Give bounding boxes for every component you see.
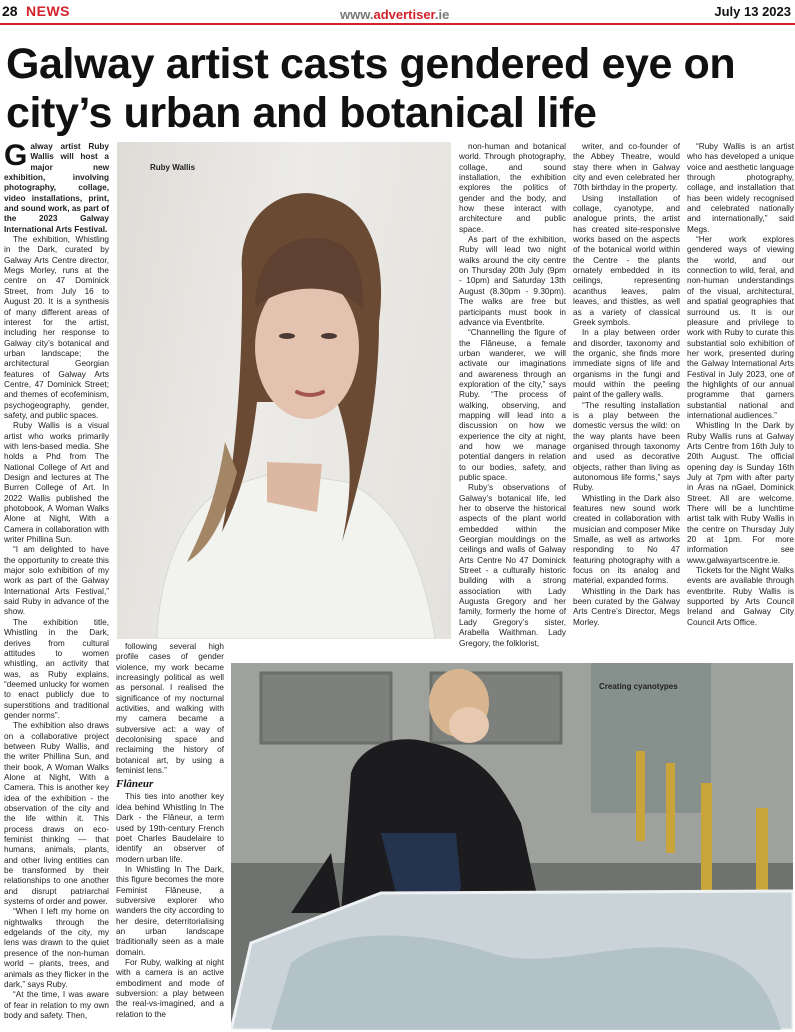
- body-paragraph: writer, and co-founder of the Abbey Theatre, would stay there when in Galway city and even celebrated her 70th birthday in the property.: [573, 142, 680, 193]
- site-prefix: www.: [340, 7, 374, 22]
- site-url[interactable]: [340, 7, 449, 22]
- subheading-flaneur: Flâneur: [116, 778, 154, 791]
- lede-paragraph: [4, 142, 109, 235]
- body-paragraph: The exhibition title, Whistling in the Dark, derives from cultural attitudes to women whistling, an activity that was, as Ruby explains, “deemed unlucky for women to enact publicly due to superstitions and traditional gender norms”.: [4, 617, 109, 720]
- body-paragraph: “Her work explores gendered ways of viewing the world, and our connection to wild, feral, and non-human understandings of the visual, architectural, and spatial geographies that surround us. It is our pleasure and privilege to work with Ruby to curate this substantial solo exhibition of her work, presented during the Galway International Arts Festival in July 2023, one of the highlights of our annual programme that garners substantial national and international audiences.”: [687, 235, 794, 420]
- header-rule: [0, 23, 795, 25]
- body-paragraph: “At the time, I was aware of fear in relation to my own body and safety. Then,: [4, 990, 109, 1020]
- portrait-caption: Ruby Wallis: [150, 163, 196, 172]
- section-label: NEWS: [26, 3, 70, 19]
- scene-caption: Creating cyanotypes: [599, 682, 678, 691]
- body-paragraph: In Whistling In The Dark, this figure becomes the more Feminist Flâneuse, a subversive explorer who wanders the city according to her desire, deterritorialising an urban landscape traditionally seen as a male domain.: [116, 864, 224, 957]
- body-paragraph: Whistling In the Dark by Ruby Wallis runs at Galway Arts Centre from 16th July to 20th August. The official opening day is Sunday 16th July at 7pm with after party in Áras na nGael, Dominick Street. All are welcome. There will be a lunchtime artist talk with Ruby Wallis in the centre on Thursday July 20 at 1pm. For more information see www.galwayartscentre.ie.: [687, 421, 794, 565]
- article-column-3: [459, 142, 566, 662]
- body-paragraph: “When I left my home on nightwalks through the edgelands of the city, my lens was drawn to the quiet presence of the non-human world – plants, trees, and animals as they flicker in the dark,” says Ruby.: [4, 907, 109, 989]
- body-paragraph: Ruby Wallis is a visual artist who works primarily with lens-based media. She holds a Phd from The National College of Art and Design and lectures at The Burren College of Art. In 2022 Wallis published the photobook, A Woman Walks Alone at Night, With a Camera in collaboration with writer Phillina Sun.: [4, 421, 109, 545]
- body-paragraph: following several high profile cases of gender violence, my work became increasingly political as well as personal. I realised the significance of my nocturnal activities, and walking with my camera became a subversive act: a way of decolonising space and reclaiming the history of botanical art, by using a feminist lens.”: [116, 642, 224, 776]
- column-1-body: [4, 235, 109, 1021]
- cyanotype-photo: [231, 663, 793, 1030]
- column-5-body: [687, 142, 794, 628]
- portrait-illustration: [117, 142, 451, 639]
- body-paragraph: “Channelling the figure of the Flâneuse, a female urban wanderer, we will activate our imaginations and awareness through an exploration of the city,” says Ruby. “The process of walking, observing, and mapping will lead into a discussion on how we experience the city at night, and how we manage potential dangers in relation to our bodies, safety, and public space.: [459, 328, 566, 482]
- site-suffix: .ie: [434, 7, 450, 22]
- body-paragraph: As part of the exhibition, Ruby will lead two night walks around the city centre on Thursday 20th July (9pm - 10pm) and Saturday 13th August (8.30pm - 9.30pm). The walks are free but participants must book in advance via Eventbrite.: [459, 235, 566, 327]
- body-paragraph: Tickets for the Night Walks events are available through eventbrite. Ruby Wallis is supported by Arts Council Ireland and Galway City Council Arts Office.: [687, 566, 794, 627]
- article-column-5: [687, 142, 794, 662]
- drop-cap: G: [4, 142, 28, 172]
- body-paragraph: Using installation of collage, cyanotype, and analogue prints, the artist has created site-responsive works based on the aspects of the botanical world within the Centre - the plants ornately embedded in its ceilings, representing acanthus leaves, palm leaves, and thistles, as well as a variety of classical Greek symbols.: [573, 193, 680, 327]
- body-paragraph: Ruby’s observations of Galway’s botanical life, led her to observe the historical aspects of the plant world embedded within the Georgian mouldings on the ceilings and walls of Galway Arts Centre No 47 Dominick Street - a culturally historic building with a strong association with Lady Augusta Gregory and her family, formerly the home of Lady Gregory’s sister, Arabella Waithman. Lady Gregory, the folklorist,: [459, 483, 566, 648]
- article-column-1: [4, 142, 109, 1032]
- column-4-body: [573, 142, 680, 628]
- headline: Galway artist casts gendered eye on city’s urban and botanical life: [6, 40, 736, 137]
- column-2b-body: [116, 792, 224, 1020]
- body-paragraph: In a play between order and disorder, taxonomy and the organic, she finds more immediate signs of life and organisms in the fungi and mould within the peeling paint of the gallery walls.: [573, 328, 680, 400]
- lede-text: alway artist Ruby Wallis will host a major new exhibition, involving photography, collage, video installations, print, and sound work, as part of the 2023 Galway International Arts Festival.: [4, 142, 109, 234]
- page-number: 28: [2, 3, 18, 19]
- body-paragraph: This ties into another key idea behind Whistling In The Dark - the Flâneur, a term used by 19th-century French poet Charles Baudelaire to identify an observer of modern urban life.: [116, 792, 224, 864]
- site-brand: advertiser: [373, 7, 435, 22]
- issue-date: July 13 2023: [714, 4, 791, 19]
- body-paragraph: The exhibition, Whistling in the Dark, curated by Galway Arts Centre director, Megs Morley, runs at the centre on 47 Dominick Street, from July 16 to August 20. It is a synthesis of many different areas of interest for the artist, including her response to Galway city’s botanical and urban landscape; the architectural Georgian features of Galway Arts Centre, 47 Dominick Street; and themes of ecofeminism, psychogeography, gender, safety, and public spaces.: [4, 235, 109, 420]
- portrait-photo: [117, 142, 451, 639]
- body-paragraph: non-human and botanical world. Through photography, collage, and sound installation, the exhibition explores the politics of gender and the body, and how these interact with architecture and public space.: [459, 142, 566, 234]
- body-paragraph: The exhibition also draws on a collaborative project between Ruby Wallis, and the writer Phillina Sun, and their book, A Woman Walks Alone at Night, With a Camera. This is another key idea of the exhibition - the observation of the city and the life within it. This process draws on eco-feminist thinking — that humans, animals, plants, and other living entities can be transformed by their relationships to one another and disrupt patriarchal systems of order and power.: [4, 721, 109, 907]
- body-paragraph: “I am delighted to have the opportunity to create this major solo exhibition of my work as part of the Galway International Arts Festival,” said Ruby in advance of the show.: [4, 545, 109, 617]
- body-paragraph: “The resulting installation is a play between the domestic versus the wild: on the way plants have been organised through taxonomy and used as decorative objects, rather than living as autonomous life forms,” says Ruby.: [573, 400, 680, 493]
- article-column-4: [573, 142, 680, 662]
- body-paragraph: Whistling in the Dark has been curated by the Galway Arts Centre’s Director, Megs Morley.: [573, 586, 680, 627]
- article-column-2: [116, 642, 224, 1032]
- cyanotype-illustration: [231, 663, 793, 1030]
- column-3-body: [459, 142, 566, 649]
- body-paragraph: For Ruby, walking at night with a camera is an active embodiment and mode of subversion: a play between the real-vs-imagined, and a relation to the: [116, 957, 224, 1019]
- column-2-body: [116, 642, 224, 776]
- body-paragraph: “Ruby Wallis is an artist who has developed a unique voice and aesthetic language through photography, collage, and installation that has been widely recognised and celebrated nationally and internationally,” said Megs.: [687, 142, 794, 234]
- body-paragraph: Whistling in the Dark also features new sound work created in collaboration with musician and composer Mike Smalle, as well as artworks responding to No 47 featuring photography with a focus on its analog and material, expanded forms.: [573, 493, 680, 586]
